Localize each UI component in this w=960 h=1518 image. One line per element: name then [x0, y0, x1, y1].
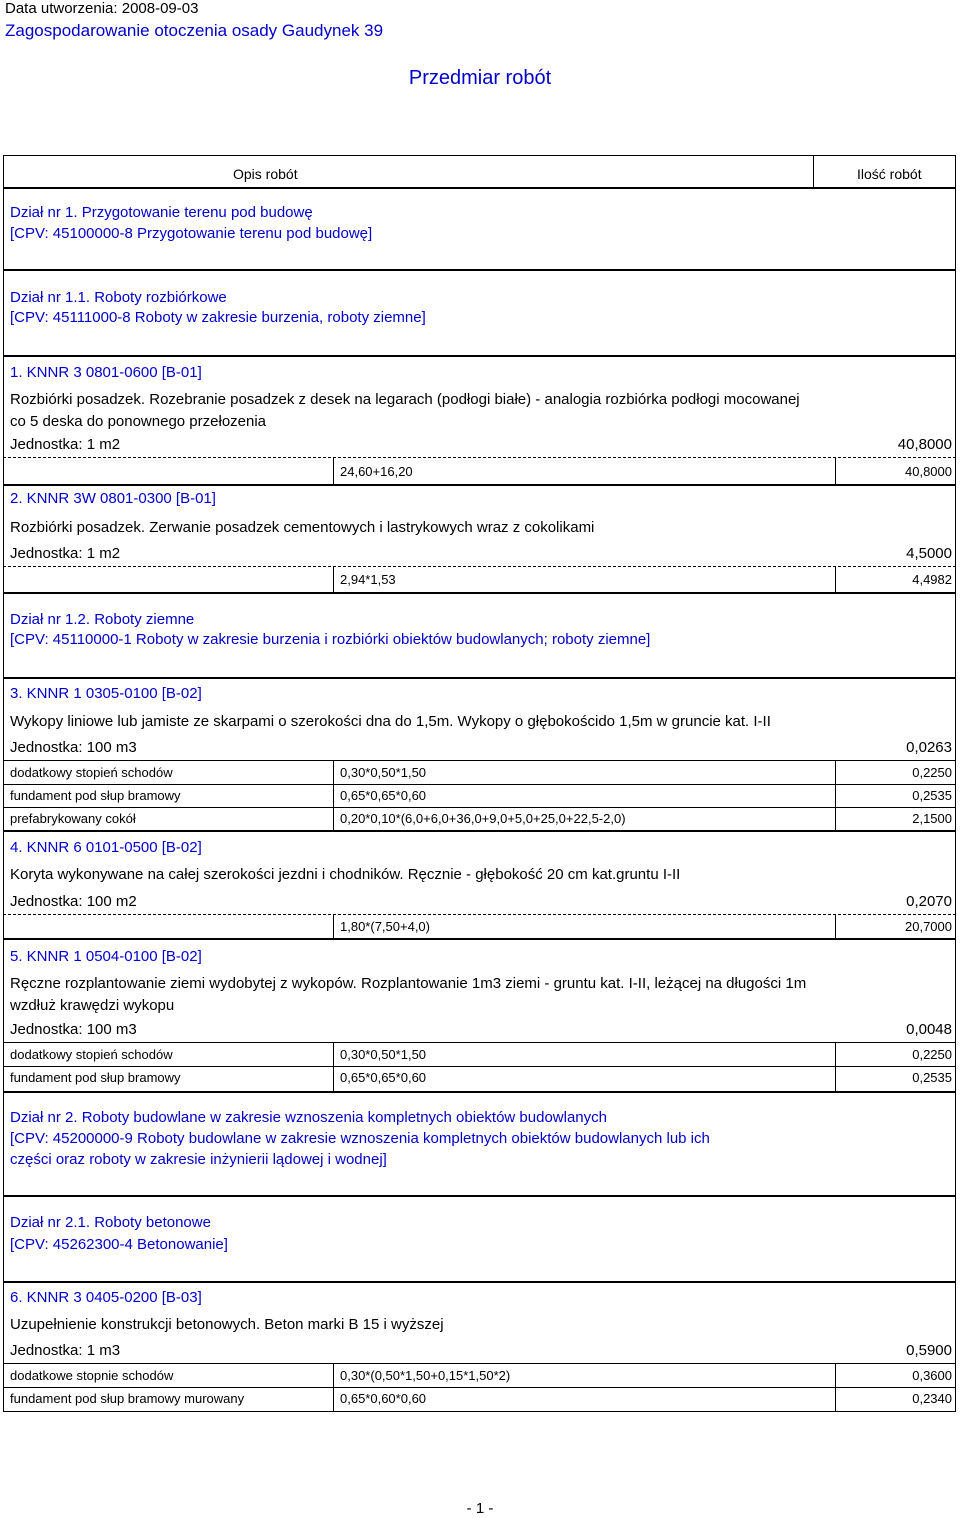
item-6-calc-label-1: dodatkowe stopnie schodów: [10, 1368, 174, 1383]
item-6-calc-label-2: fundament pod słup bramowy murowany: [10, 1391, 245, 1406]
header-description: Opis robót: [233, 166, 298, 182]
item-4-code: 4. KNNR 6 0101-0500 [B-02]: [10, 839, 202, 856]
item-4-total: 0,2070: [906, 893, 952, 910]
item-3-formula-3: 0,20*0,10*(6,0+6,0+36,0+9,0+5,0+25,0+22,5-2,0): [340, 811, 626, 826]
section-2-1-cpv: [CPV: 45262300-4 Betonowanie]: [10, 1236, 228, 1253]
item-5-total: 0,0048: [906, 1021, 952, 1038]
item-3-separator: [3, 760, 956, 761]
item-6-calc-value-2: 0,2340: [912, 1391, 952, 1406]
section-2-cpv-cont: części oraz roboty w zakresie inżynierii lądowej i wodnej]: [10, 1151, 387, 1168]
item-1-col-divider-2: [835, 458, 836, 485]
header-divider: [813, 155, 814, 188]
item-5-calc-label-2: fundament pod słup bramowy: [10, 1070, 181, 1085]
item-5-description-cont: wzdłuż krawędzi wykopu: [10, 997, 175, 1014]
section-1-1-title: Dział nr 1.1. Roboty rozbiórkowe: [10, 289, 227, 306]
item-1-code: 1. KNNR 3 0801-0600 [B-01]: [10, 364, 202, 381]
item-2-col-divider-2: [835, 567, 836, 593]
item-4-unit: Jednostka: 100 m2: [10, 893, 137, 910]
item-5-calc-label-1: dodatkowy stopień schodów: [10, 1047, 173, 1062]
item-2-col-divider: [333, 567, 334, 593]
item-6-formula-1: 0,30*(0,50*1,50+0,15*1,50*2): [340, 1368, 511, 1383]
item-3-row-line-2: [3, 807, 956, 808]
item-2-description: Rozbiórki posadzek. Zerwanie posadzek cementowych i lastrykowych wraz z cokolikami: [10, 519, 595, 536]
item-5-description: Ręczne rozplantowanie ziemi wydobytej z wykopów. Rozplantowanie 1m3 ziemi - gruntu kat. I-II, leżącej na długości 1m: [10, 975, 807, 992]
item-6-calc-value-1: 0,3600: [912, 1368, 952, 1383]
item-3-col-divider: [333, 761, 334, 831]
section-2-cpv: [CPV: 45200000-9 Roboty budowlane w zakresie wznoszenia kompletnych obiektów budowlanych lub ich: [10, 1130, 710, 1147]
item-1-unit: Jednostka: 1 m2: [10, 436, 121, 453]
page-number: - 1 -: [466, 1500, 494, 1517]
item-1-description-cont: co 5 deska do ponownego przełozenia: [10, 413, 267, 430]
item-2-formula: 2,94*1,53: [340, 572, 396, 587]
item-1-calc-value: 40,8000: [905, 464, 952, 479]
item-4-calc-value: 20,7000: [905, 919, 952, 934]
section-1-2-title: Dział nr 1.2. Roboty ziemne: [10, 611, 195, 628]
item-5-separator: [3, 1042, 956, 1043]
project-title: Zagospodarowanie otoczenia osady Gaudynek 39: [5, 21, 384, 40]
section-1-title: Dział nr 1. Przygotowanie terenu pod budowę: [10, 204, 313, 221]
item-5-row-line: [3, 1066, 956, 1067]
item-1-total: 40,8000: [897, 436, 952, 453]
item-3-calc-value-3: 2,1500: [912, 811, 952, 826]
item-4-separator: [3, 914, 956, 915]
item-2-calc-value: 4,4982: [912, 572, 952, 587]
item-3-description: Wykopy liniowe lub jamiste ze skarpami o szerokości dna do 1,5m. Wykopy o głębokoścido 1,5m w gruncie kat. I-II: [10, 713, 771, 730]
header-quantity: Ilość robót: [857, 166, 922, 182]
section-1-1-cpv: [CPV: 45111000-8 Roboty w zakresie burzenia, roboty ziemne]: [10, 309, 426, 326]
item-4-col-divider: [333, 915, 334, 939]
item-5-formula-2: 0,65*0,65*0,60: [340, 1070, 427, 1085]
item-2-code: 2. KNNR 3W 0801-0300 [B-01]: [10, 490, 216, 507]
item-3-calc-value-1: 0,2250: [912, 765, 952, 780]
item-5-unit: Jednostka: 100 m3: [10, 1021, 137, 1038]
item-6-unit: Jednostka: 1 m3: [10, 1342, 121, 1359]
item-2-separator: [3, 566, 956, 567]
item-3-total: 0,0263: [906, 739, 952, 756]
document-title: Przedmiar robót: [408, 67, 552, 89]
item-6-col-divider: [333, 1364, 334, 1412]
item-4-col-divider-2: [835, 915, 836, 939]
item-5-formula-1: 0,30*0,50*1,50: [340, 1047, 427, 1062]
item-6-total: 0,5900: [906, 1342, 952, 1359]
item-2-unit: Jednostka: 1 m2: [10, 545, 121, 562]
section-1-cpv: [CPV: 45100000-8 Przygotowanie terenu pod budowę]: [10, 225, 373, 242]
item-3-formula-2: 0,65*0,65*0,60: [340, 788, 427, 803]
item-5-calc-value-1: 0,2250: [912, 1047, 952, 1062]
item-6-description: Uzupełnienie konstrukcji betonowych. Beton marki B 15 i wyższej: [10, 1316, 444, 1333]
item-5-col-divider: [333, 1043, 334, 1092]
section-1-2-cpv: [CPV: 45110000-1 Roboty w zakresie burzenia i rozbiórki obiektów budowlanych; roboty ziemne]: [10, 631, 651, 648]
item-1-col-divider: [333, 458, 334, 485]
item-5-calc-value-2: 0,2535: [912, 1070, 952, 1085]
item-6-row-line: [3, 1387, 956, 1388]
item-3-row-line: [3, 784, 956, 785]
item-3-calc-value-2: 0,2535: [912, 788, 952, 803]
section-2-1-title: Dział nr 2.1. Roboty betonowe: [10, 1214, 211, 1231]
section-2-title: Dział nr 2. Roboty budowlane w zakresie wznoszenia kompletnych obiektów budowlanych: [10, 1109, 607, 1126]
item-1-formula: 24,60+16,20: [340, 464, 413, 479]
item-6-formula-2: 0,65*0,60*0,60: [340, 1391, 427, 1406]
item-6-col-divider-2: [835, 1364, 836, 1412]
item-3-formula-1: 0,30*0,50*1,50: [340, 765, 427, 780]
item-6-code: 6. KNNR 3 0405-0200 [B-03]: [10, 1289, 202, 1306]
item-6-separator: [3, 1363, 956, 1364]
item-2-total: 4,5000: [906, 545, 952, 562]
item-3-code: 3. KNNR 1 0305-0100 [B-02]: [10, 685, 202, 702]
item-3-calc-label-3: prefabrykowany cokół: [10, 811, 136, 826]
item-3-calc-label-2: fundament pod słup bramowy: [10, 788, 181, 803]
item-3-calc-label-1: dodatkowy stopień schodów: [10, 765, 173, 780]
item-4-description: Koryta wykonywane na całej szerokości jezdni i chodników. Ręcznie - głębokość 20 cm kat.gruntu I-II: [10, 866, 681, 883]
item-4-formula: 1,80*(7,50+4,0): [340, 919, 430, 934]
creation-date: Data utworzenia: 2008-09-03: [5, 0, 199, 17]
item-3-unit: Jednostka: 100 m3: [10, 739, 137, 756]
item-1-description: Rozbiórki posadzek. Rozebranie posadzek z desek na legarach (podłogi białe) - analogia rozbiórka podłogi mocowanej: [10, 391, 800, 408]
item-3-col-divider-2: [835, 761, 836, 831]
item-5-col-divider-2: [835, 1043, 836, 1092]
item-5-code: 5. KNNR 1 0504-0100 [B-02]: [10, 948, 202, 965]
item-1-separator: [3, 457, 956, 458]
